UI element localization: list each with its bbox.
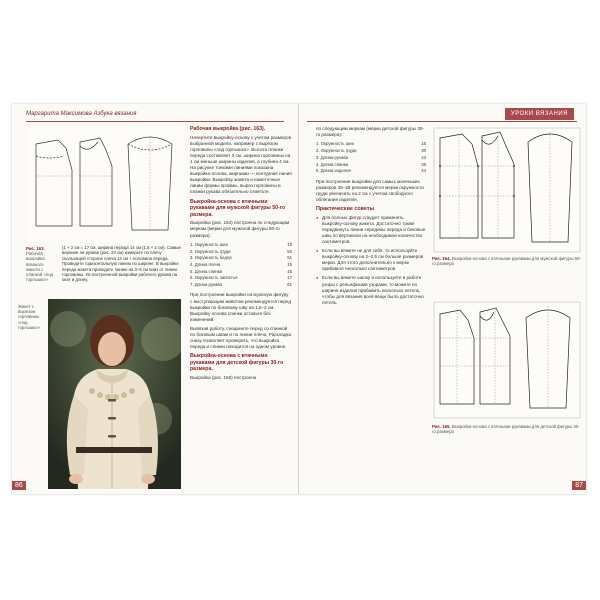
pattern-163-svg	[28, 126, 186, 242]
heading-men-pattern: Выкройка-основа с втачными рукавами для мужской фигуры 50-го размера.	[190, 198, 286, 218]
front-piece	[80, 138, 112, 226]
figure-163-diagram	[28, 126, 186, 242]
table-row: 3. Окружность бедер 51	[190, 255, 292, 261]
figure-163-caption	[26, 246, 56, 282]
back-piece	[440, 310, 474, 404]
right-text-column	[316, 126, 426, 309]
figure-164-text: Выкройка-основа с втачными рукавами для мужской фигуры 50-го размера	[432, 256, 581, 267]
list-item: ● Если вы вяжете не для себя, то используйте выкройку-основу на 2–2,5 см больше размеров мерки. Для этого дополнительно к мерке прибавьте несколько сантиметров.	[316, 248, 426, 272]
photo-illustration	[48, 299, 181, 489]
table-row: 5. Длина спинки 45	[190, 268, 292, 274]
figure-164-label: Рис. 164.	[432, 256, 451, 261]
left-intro-text: (1 + 2 см = 17 см, ширина переда 14 см (1,5 + 2 см). Самые верхние ли рукава (рис. 23 см) измерьте по плечу скользящей стороне плеча 14 см + половина переда. Проведите горизонтальную линию по ширине. В выкройке переда жакета проведите линию на 3–5 см вниз от линии горловины. Из построенной выкройки рабочего рукава на окат и длину.	[62, 245, 181, 283]
header-rule	[26, 121, 284, 122]
figure-164-caption	[432, 256, 582, 266]
child-pattern-text: Выкройка (рис. 165) построена	[190, 375, 257, 381]
table-row: 1. Окружность шеи 19	[190, 241, 292, 247]
men-pattern-note-2: Вывязав работу, соедините перед со спинкой по боковым швам и по линии плеча. Раскладка снизу позволяет проверить, что выкройка переда и спинки находится на одном уровне.	[190, 325, 292, 350]
table-row: 7. Длина рукава 61	[190, 282, 292, 288]
men-pattern-note: При построении выкройки на мужскую фигуру с выступающим животом рекомендуется перед выкройки по боковому шву на 1,5–2 см. Выкройку основа спинки оставьте без изменений.	[190, 292, 292, 322]
table-row: 3. Длина рукава 43	[316, 154, 426, 160]
figure-163-text: Рабочая выкройка вязаного жакета с планкой «под горлышко»	[26, 251, 54, 283]
table-row: 1. Окружность шеи 15	[316, 141, 426, 147]
table-row: 6. Окружность запястья 17	[190, 275, 292, 281]
table-row: 4. Длина спинки 36	[316, 161, 426, 167]
tips-heading: Практические советы	[316, 206, 375, 212]
back-piece	[36, 140, 72, 226]
heading-child-pattern: Выкройка-основа с втачными рукавами для детской фигуры 30-го размера.	[190, 353, 284, 373]
yoke-line	[36, 156, 64, 158]
book-spread	[12, 104, 586, 494]
list-item: ● Для полных фигур следует применять выкройку-основу жакета. Достаточно также передвинуть линии середины переда и боковые швы по вертикали на необходимое количество сантиметров.	[316, 215, 426, 245]
heading-work-pattern: Рабочая выкройка (рис. 163).	[190, 126, 266, 132]
figure-163-label: Рис. 163.	[26, 246, 45, 251]
neck-curve	[480, 312, 494, 320]
table-row: 5. Длина изделия 44	[316, 168, 426, 174]
table-row: 2. Окружность груди 50	[190, 248, 292, 254]
child-pattern-note: При построении выкройки для самых маленьких размеров 26–28 рекомендуется мерки окружности груди увеличить на 2 см с учетом свободного облегания изделия.	[316, 178, 424, 202]
running-head-left: Маргарита Максимова Азбука вязания	[26, 111, 137, 117]
table-row: 4. Длина плеча 15	[190, 261, 292, 267]
work-pattern-text: Начертите выкройку-основу с учетом размеров выбранной модели, например с вырезом горловины «под горлышко». Высота планки переда составляет 3 см, ширина горловины на 1 см меньше ширины изделия, а глубина 4 см. На рисунке тонкими линиями показана выкройка-основа, жирными — контурная линия выкройки. Выкройку жакета и наметочные линии формы проймы, вырез горловины и планки рукава обязательно отметьте.	[190, 134, 292, 195]
figure-165-caption	[432, 424, 582, 434]
men-measurements	[190, 242, 292, 289]
page-number-left: 86	[12, 481, 26, 490]
pattern-165-svg	[432, 300, 582, 420]
figure-165-label: Рис. 165.	[432, 424, 451, 429]
running-head-right: УРОКИ ВЯЗАНИЯ	[505, 108, 574, 120]
sleeve-piece	[128, 137, 172, 230]
child-measurements	[316, 141, 426, 174]
neck-curve	[80, 142, 98, 149]
middle-column	[190, 126, 292, 384]
figure-165-text: Выкройка-основа с втачными рукавами для детской фигуры 30-го размера	[432, 424, 580, 435]
tips-list	[316, 215, 426, 306]
table-row: 2. Окружность груди 30	[316, 148, 426, 154]
header-rule-right	[307, 121, 577, 122]
photo-caption: Жакет с вырезом горловины «под горлышко»	[18, 304, 40, 330]
men-pattern-text: Выкройка (рис. 164) построена по следующим меркам (мерки для мужской фигуры 50-го размера):	[190, 220, 290, 238]
model-photo	[48, 299, 181, 489]
list-item: ● Если вы вяжете шапку и используете в работе узоры с рельефными узорами, то можете по ширине изделия прибавить несколько петель, чтобы для вязания всей вещи было достаточно петель.	[316, 275, 426, 305]
pattern-164-svg	[432, 126, 582, 254]
figure-165-diagram	[432, 300, 582, 420]
child-pattern-cont: по следующим меркам (мерки детской фигуры 30-го размера):	[316, 126, 424, 138]
figure-164-diagram	[432, 126, 582, 254]
neck-curve	[482, 136, 498, 144]
page-number-right: 87	[572, 481, 586, 490]
